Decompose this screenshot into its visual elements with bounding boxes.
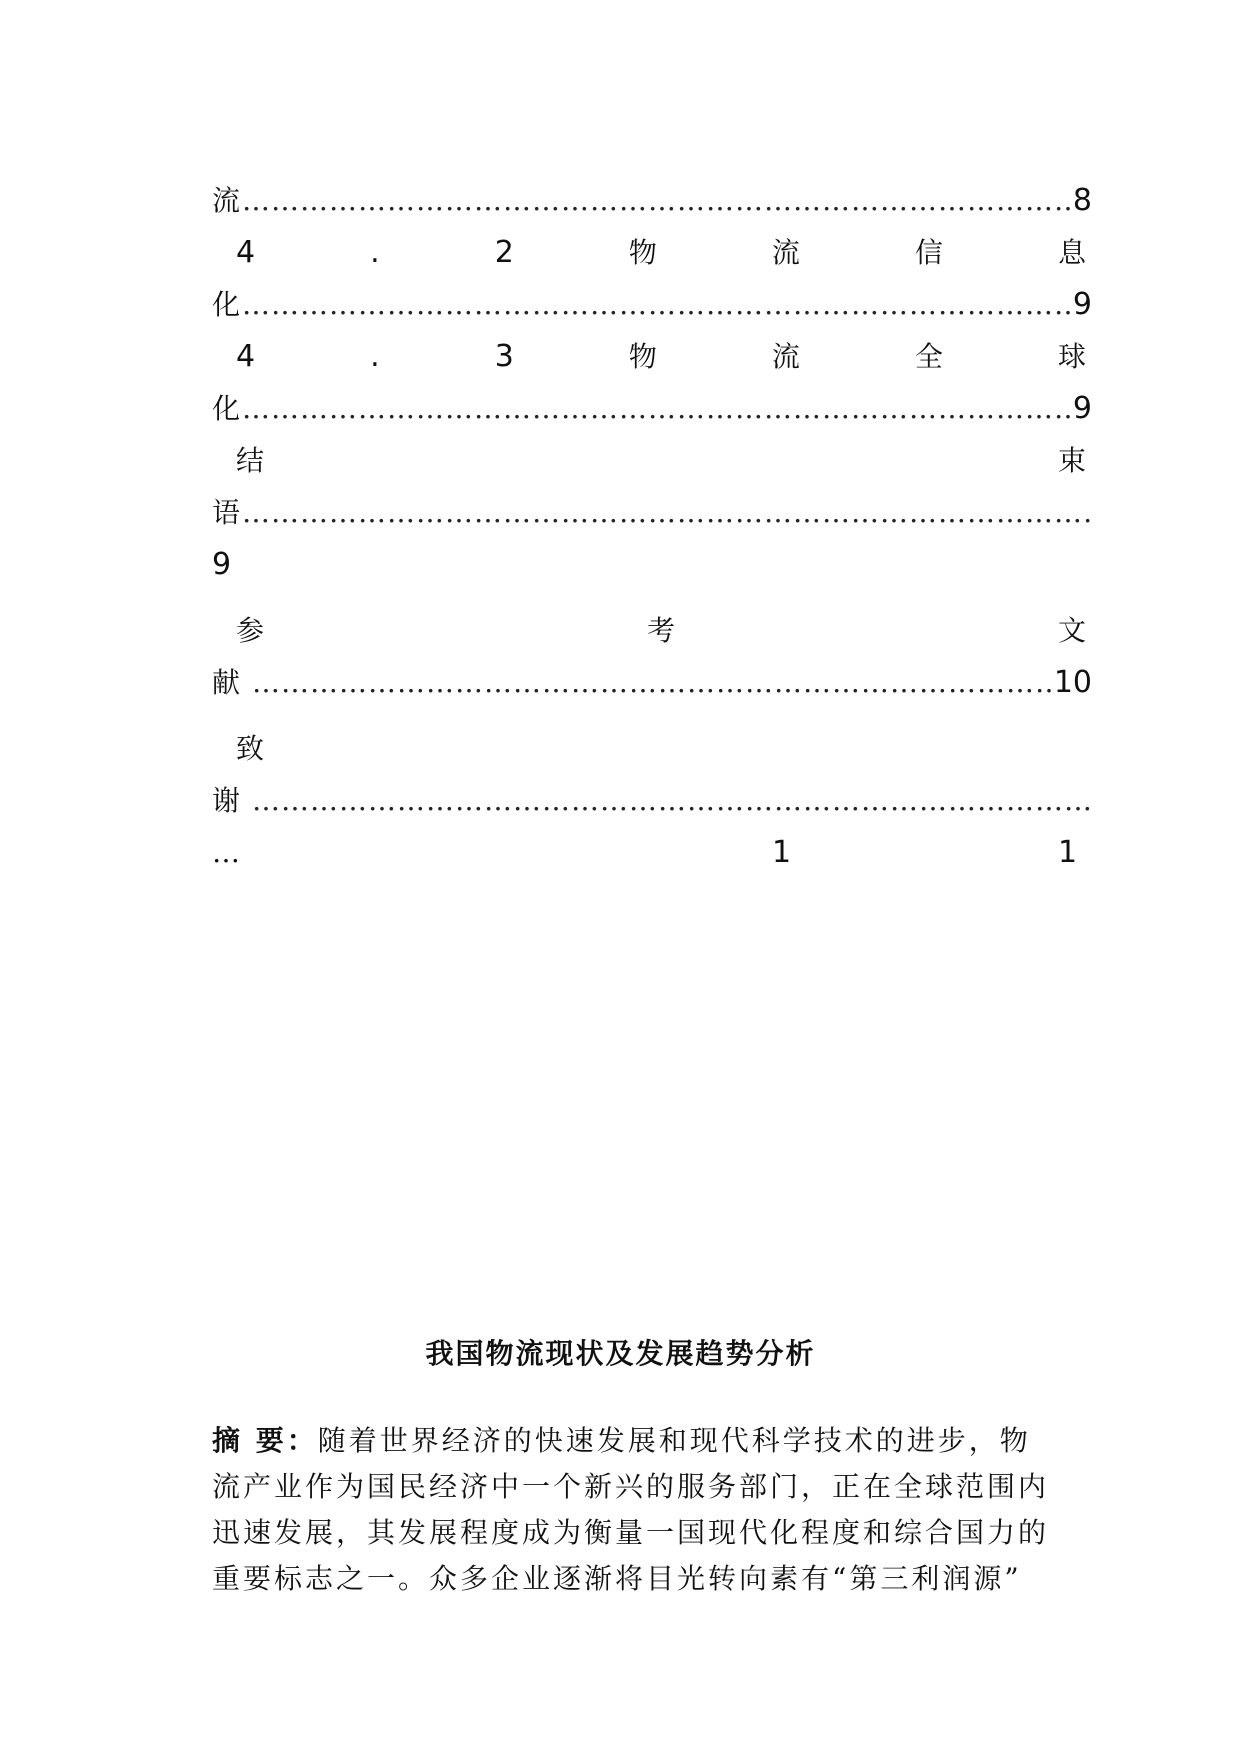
- toc-text: 语: [212, 496, 241, 529]
- toc-text: 化: [212, 392, 241, 425]
- toc-page-number: 9: [212, 547, 232, 582]
- table-of-contents: [212, 182, 1092, 872]
- toc-text: 献: [212, 666, 241, 699]
- article-title: 我国物流现状及发展趋势分析: [425, 1337, 816, 1370]
- toc-char: 全: [914, 340, 943, 373]
- dot-leader: [252, 782, 1090, 820]
- toc-page-number: 1: [1058, 835, 1078, 870]
- toc-line-1[interactable]: [212, 182, 1092, 220]
- toc-line-12[interactable]: [212, 782, 1092, 820]
- toc-page-number: 9: [1072, 287, 1092, 322]
- abstract-text: 随着世界经济的快速发展和现代科学技术的进步，物: [317, 1424, 1031, 1457]
- toc-char: 流: [771, 236, 800, 269]
- toc-page-number: 10: [1053, 665, 1092, 700]
- dot-leader: [242, 182, 1071, 220]
- toc-char: 信: [914, 236, 943, 269]
- toc-char: 物: [628, 236, 657, 269]
- toc-page-number: 8: [1072, 183, 1092, 218]
- section-number: 4: [236, 235, 256, 270]
- toc-char: 束: [1057, 444, 1086, 477]
- toc-line-4[interactable]: [212, 338, 1092, 376]
- toc-page-number: 1: [772, 835, 792, 870]
- toc-text: 致: [236, 732, 265, 765]
- abstract-label: 摘 要：: [212, 1424, 318, 1457]
- toc-line-9[interactable]: [212, 612, 1092, 650]
- dot-leader: [242, 390, 1071, 428]
- subsection-number: 2: [494, 235, 514, 270]
- toc-line-7[interactable]: [212, 494, 1092, 532]
- abstract: [212, 1418, 1092, 1602]
- toc-line-2[interactable]: [212, 234, 1092, 272]
- toc-char: 结: [236, 444, 265, 477]
- section-dot: .: [370, 339, 380, 374]
- toc-char: 息: [1057, 236, 1086, 269]
- toc-char: 物: [628, 340, 657, 373]
- subsection-number: 3: [494, 339, 514, 374]
- toc-text: 化: [212, 288, 241, 321]
- section-number: 4: [236, 339, 256, 374]
- dot-leader: [242, 286, 1071, 324]
- toc-page-number: 9: [1072, 391, 1092, 426]
- toc-line-10[interactable]: [212, 664, 1092, 702]
- toc-text: 谢: [212, 784, 241, 817]
- section-dot: .: [370, 235, 380, 270]
- toc-line-8: [212, 546, 1092, 584]
- toc-line-13[interactable]: [212, 834, 1092, 872]
- toc-text: 流: [212, 184, 241, 217]
- toc-line-11[interactable]: [212, 730, 1092, 768]
- toc-char: 球: [1057, 340, 1086, 373]
- toc-line-5[interactable]: [212, 390, 1092, 428]
- abstract-line: 重要标志之一。众多企业逐渐将目光转向素有“第三利润源”: [212, 1562, 1022, 1595]
- toc-char: 流: [771, 340, 800, 373]
- toc-char: 文: [1057, 614, 1086, 647]
- toc-line-6[interactable]: [212, 442, 1092, 480]
- toc-line-3[interactable]: [212, 286, 1092, 324]
- abstract-line: 流产业作为国民经济中一个新兴的服务部门，正在全球范围内: [212, 1470, 1050, 1503]
- abstract-line: 迅速发展，其发展程度成为衡量一国现代化程度和综合国力的: [212, 1516, 1050, 1549]
- dot-leader: [242, 494, 1090, 532]
- abstract-line: [212, 1418, 1092, 1464]
- toc-char: 考: [646, 614, 675, 647]
- toc-char: 参: [236, 614, 265, 647]
- dot-leader: [252, 664, 1052, 702]
- toc-text: …: [212, 836, 240, 869]
